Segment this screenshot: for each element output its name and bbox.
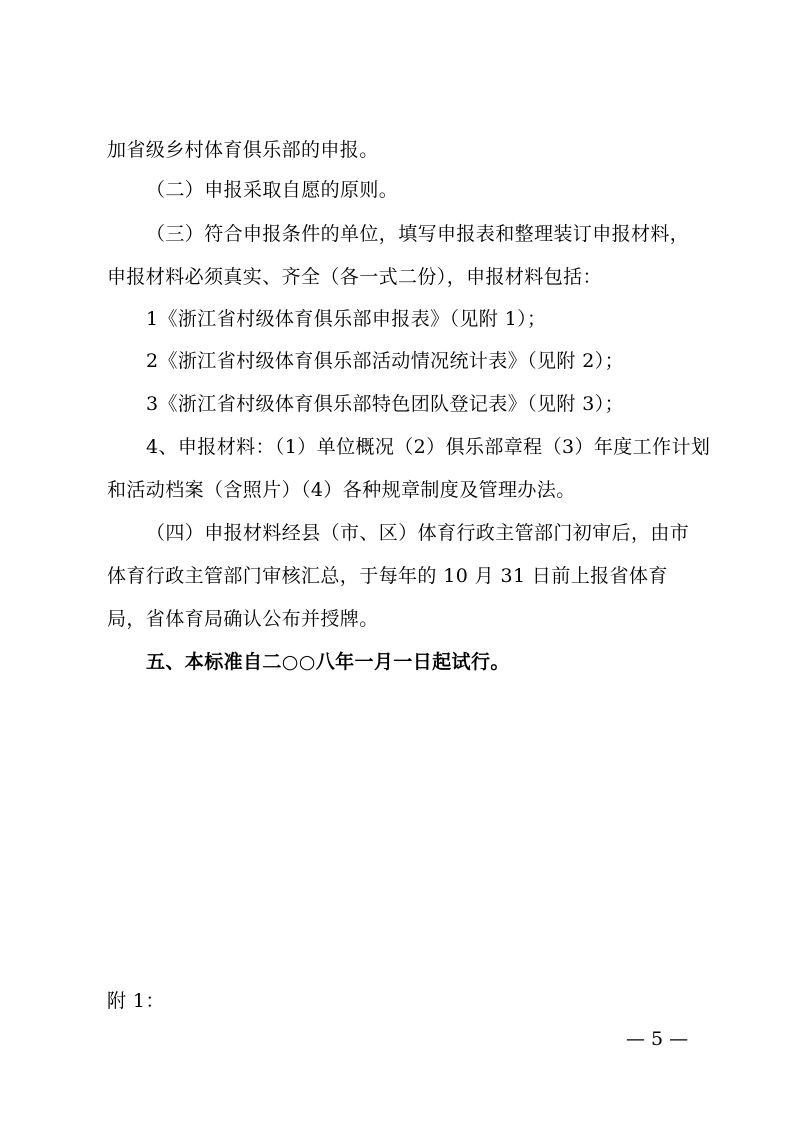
list-item-3: 3《浙江省村级体育俱乐部特色团队登记表》（见附 3）；: [146, 393, 625, 415]
text-line-9: 和活动档案（含照片）（4）各种规章制度及管理办法。: [107, 479, 576, 501]
section-heading: 五、本标准自二○○八年一月一日起试行。: [146, 651, 510, 673]
attachment-label: 附 1：: [107, 990, 165, 1012]
text-line-3: （三）符合申报条件的单位，填写申报表和整理装订申报材料，: [146, 223, 690, 245]
text-line-4: 申报材料必须真实、齐全（各一式二份），申报材料包括：: [107, 266, 602, 288]
text-line-10: （四）申报材料经县（市、区）体育行政主管部门初审后，由市: [146, 522, 690, 544]
text-line-11: 体育行政主管部门审核汇总，于每年的 10 月 31 日前上报省体育: [107, 565, 668, 587]
list-item-4: 4、申报材料：（1）单位概况（2）俱乐部章程（3）年度工作计划: [146, 436, 711, 458]
text-line-2: （二）申报采取自愿的原则。: [146, 179, 399, 201]
text-line-12: 局，省体育局确认公布并授牌。: [107, 608, 379, 630]
text-line-1: 加省级乡村体育俱乐部的申报。: [107, 139, 379, 161]
list-item-1: 1《浙江省村级体育俱乐部申报表》（见附 1）；: [146, 308, 547, 330]
list-item-2: 2《浙江省村级体育俱乐部活动情况统计表》（见附 2）；: [146, 350, 625, 372]
page-number: — 5 —: [626, 1028, 689, 1050]
